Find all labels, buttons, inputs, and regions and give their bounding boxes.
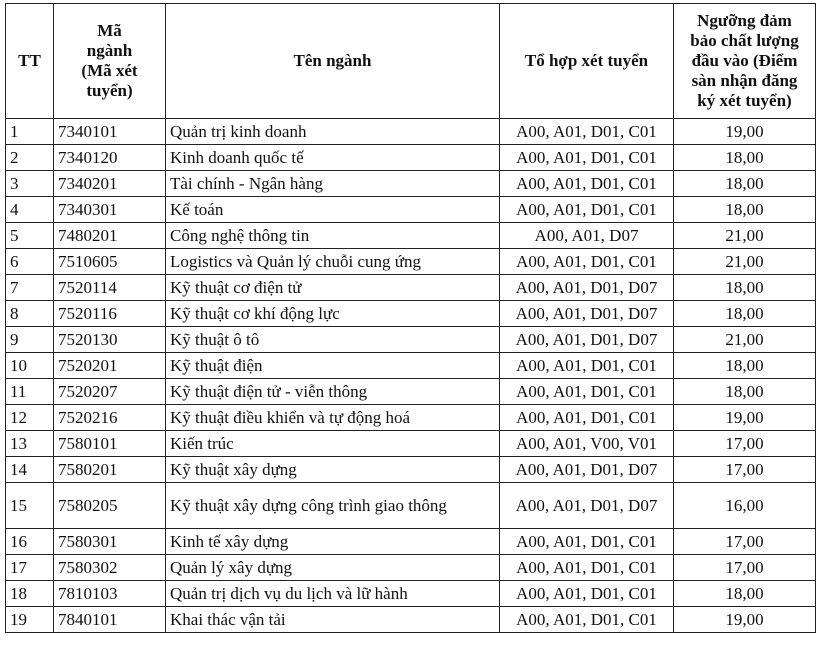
- table-row: [6, 405, 816, 431]
- cell-tt: 9: [6, 327, 54, 353]
- cell-major-name: Kiến trúc: [166, 431, 500, 457]
- table-row: [6, 555, 816, 581]
- cell-major-name: Kế toán: [166, 197, 500, 223]
- cell-major-name: Quản trị dịch vụ du lịch và lữ hành: [166, 581, 500, 607]
- cell-tt: 10: [6, 353, 54, 379]
- cell-major-name: Kinh doanh quốc tế: [166, 145, 500, 171]
- cell-minimum-score: 18,00: [674, 353, 816, 379]
- table-row: [6, 327, 816, 353]
- cell-subject-combo: A00, A01, D01, D07: [500, 483, 674, 529]
- cell-major-code: 7580201: [54, 457, 166, 483]
- cell-minimum-score: 18,00: [674, 197, 816, 223]
- cell-subject-combo: A00, A01, D01, C01: [500, 249, 674, 275]
- table-row: [6, 249, 816, 275]
- cell-minimum-score: 18,00: [674, 145, 816, 171]
- cell-tt: 14: [6, 457, 54, 483]
- cell-major-name: Kỹ thuật điện: [166, 353, 500, 379]
- cell-minimum-score: 17,00: [674, 555, 816, 581]
- cell-tt: 11: [6, 379, 54, 405]
- cell-major-name: Quản lý xây dựng: [166, 555, 500, 581]
- cell-major-name: Kinh tế xây dựng: [166, 529, 500, 555]
- cell-major-name: Kỹ thuật điều khiển và tự động hoá: [166, 405, 500, 431]
- cell-tt: 1: [6, 119, 54, 145]
- table-row: [6, 529, 816, 555]
- cell-major-code: 7520207: [54, 379, 166, 405]
- table-body: [6, 119, 816, 633]
- cell-major-code: 7520216: [54, 405, 166, 431]
- table-row: [6, 301, 816, 327]
- cell-subject-combo: A00, A01, D01, C01: [500, 405, 674, 431]
- table-row: [6, 607, 816, 633]
- cell-major-name: Logistics và Quản lý chuỗi cung ứng: [166, 249, 500, 275]
- cell-minimum-score: 16,00: [674, 483, 816, 529]
- cell-major-code: 7840101: [54, 607, 166, 633]
- cell-major-name: Kỹ thuật cơ khí động lực: [166, 301, 500, 327]
- cell-tt: 19: [6, 607, 54, 633]
- cell-major-code: 7340301: [54, 197, 166, 223]
- cell-subject-combo: A00, A01, D01, C01: [500, 197, 674, 223]
- cell-tt: 12: [6, 405, 54, 431]
- cell-subject-combo: A00, A01, D01, C01: [500, 581, 674, 607]
- cell-major-name: Tài chính - Ngân hàng: [166, 171, 500, 197]
- cell-major-code: 7520114: [54, 275, 166, 301]
- cell-tt: 6: [6, 249, 54, 275]
- cell-tt: 17: [6, 555, 54, 581]
- table-row: [6, 171, 816, 197]
- cell-subject-combo: A00, A01, D01, C01: [500, 145, 674, 171]
- cell-major-code: 7810103: [54, 581, 166, 607]
- cell-major-name: Kỹ thuật ô tô: [166, 327, 500, 353]
- cell-subject-combo: A00, A01, D01, C01: [500, 555, 674, 581]
- cell-major-code: 7340101: [54, 119, 166, 145]
- cell-major-name: Kỹ thuật xây dựng: [166, 457, 500, 483]
- cell-major-code: 7520201: [54, 353, 166, 379]
- cell-major-code: 7580302: [54, 555, 166, 581]
- table-row: [6, 431, 816, 457]
- table-row: [6, 145, 816, 171]
- cell-subject-combo: A00, A01, D01, D07: [500, 327, 674, 353]
- cell-minimum-score: 19,00: [674, 119, 816, 145]
- cell-subject-combo: A00, A01, D01, C01: [500, 353, 674, 379]
- cell-minimum-score: 17,00: [674, 431, 816, 457]
- cell-major-code: 7520130: [54, 327, 166, 353]
- table-row: [6, 457, 816, 483]
- cell-tt: 3: [6, 171, 54, 197]
- cell-minimum-score: 17,00: [674, 529, 816, 555]
- cell-major-code: 7340201: [54, 171, 166, 197]
- cell-minimum-score: 18,00: [674, 171, 816, 197]
- cell-subject-combo: A00, A01, D07: [500, 223, 674, 249]
- table-row: [6, 581, 816, 607]
- cell-major-code: 7480201: [54, 223, 166, 249]
- cell-tt: 2: [6, 145, 54, 171]
- cell-minimum-score: 21,00: [674, 223, 816, 249]
- header-subject-combo: Tổ hợp xét tuyển: [500, 4, 674, 119]
- cell-tt: 13: [6, 431, 54, 457]
- cell-subject-combo: A00, A01, D01, D07: [500, 301, 674, 327]
- cell-minimum-score: 19,00: [674, 405, 816, 431]
- admissions-table: [5, 3, 816, 633]
- header-tt: TT: [6, 4, 54, 119]
- cell-tt: 4: [6, 197, 54, 223]
- cell-minimum-score: 21,00: [674, 327, 816, 353]
- cell-minimum-score: 18,00: [674, 275, 816, 301]
- cell-minimum-score: 21,00: [674, 249, 816, 275]
- cell-tt: 5: [6, 223, 54, 249]
- cell-major-name: Kỹ thuật xây dựng công trình giao thông: [166, 483, 500, 529]
- table-row: [6, 379, 816, 405]
- table-row: [6, 197, 816, 223]
- table-row: [6, 223, 816, 249]
- cell-tt: 8: [6, 301, 54, 327]
- cell-tt: 16: [6, 529, 54, 555]
- cell-major-code: 7510605: [54, 249, 166, 275]
- table-row: [6, 353, 816, 379]
- cell-subject-combo: A00, A01, D01, C01: [500, 119, 674, 145]
- cell-subject-combo: A00, A01, D01, C01: [500, 379, 674, 405]
- cell-minimum-score: 18,00: [674, 301, 816, 327]
- cell-major-code: 7580205: [54, 483, 166, 529]
- cell-major-code: 7520116: [54, 301, 166, 327]
- cell-major-code: 7340120: [54, 145, 166, 171]
- cell-minimum-score: 19,00: [674, 607, 816, 633]
- cell-major-name: Kỹ thuật điện tử - viễn thông: [166, 379, 500, 405]
- cell-subject-combo: A00, A01, V00, V01: [500, 431, 674, 457]
- header-major-name: Tên ngành: [166, 4, 500, 119]
- table-row: [6, 119, 816, 145]
- cell-subject-combo: A00, A01, D01, C01: [500, 607, 674, 633]
- cell-subject-combo: A00, A01, D01, C01: [500, 529, 674, 555]
- cell-minimum-score: 18,00: [674, 581, 816, 607]
- cell-major-code: 7580101: [54, 431, 166, 457]
- table-header: [6, 4, 816, 119]
- cell-subject-combo: A00, A01, D01, C01: [500, 171, 674, 197]
- cell-subject-combo: A00, A01, D01, D07: [500, 457, 674, 483]
- header-major-code: Mã ngành (Mã xét tuyển): [54, 4, 166, 119]
- cell-minimum-score: 17,00: [674, 457, 816, 483]
- cell-subject-combo: A00, A01, D01, D07: [500, 275, 674, 301]
- cell-tt: 18: [6, 581, 54, 607]
- cell-tt: 7: [6, 275, 54, 301]
- table-row: [6, 483, 816, 529]
- cell-major-name: Quản trị kinh doanh: [166, 119, 500, 145]
- cell-minimum-score: 18,00: [674, 379, 816, 405]
- table-row: [6, 275, 816, 301]
- cell-major-name: Kỹ thuật cơ điện tử: [166, 275, 500, 301]
- cell-major-name: Khai thác vận tải: [166, 607, 500, 633]
- cell-major-code: 7580301: [54, 529, 166, 555]
- cell-major-name: Công nghệ thông tin: [166, 223, 500, 249]
- cell-tt: 15: [6, 483, 54, 529]
- header-minimum-score: Ngưỡng đảm bảo chất lượng đầu vào (Điểm sàn nhận đăng ký xét tuyển): [674, 4, 816, 119]
- header-row: [6, 4, 816, 119]
